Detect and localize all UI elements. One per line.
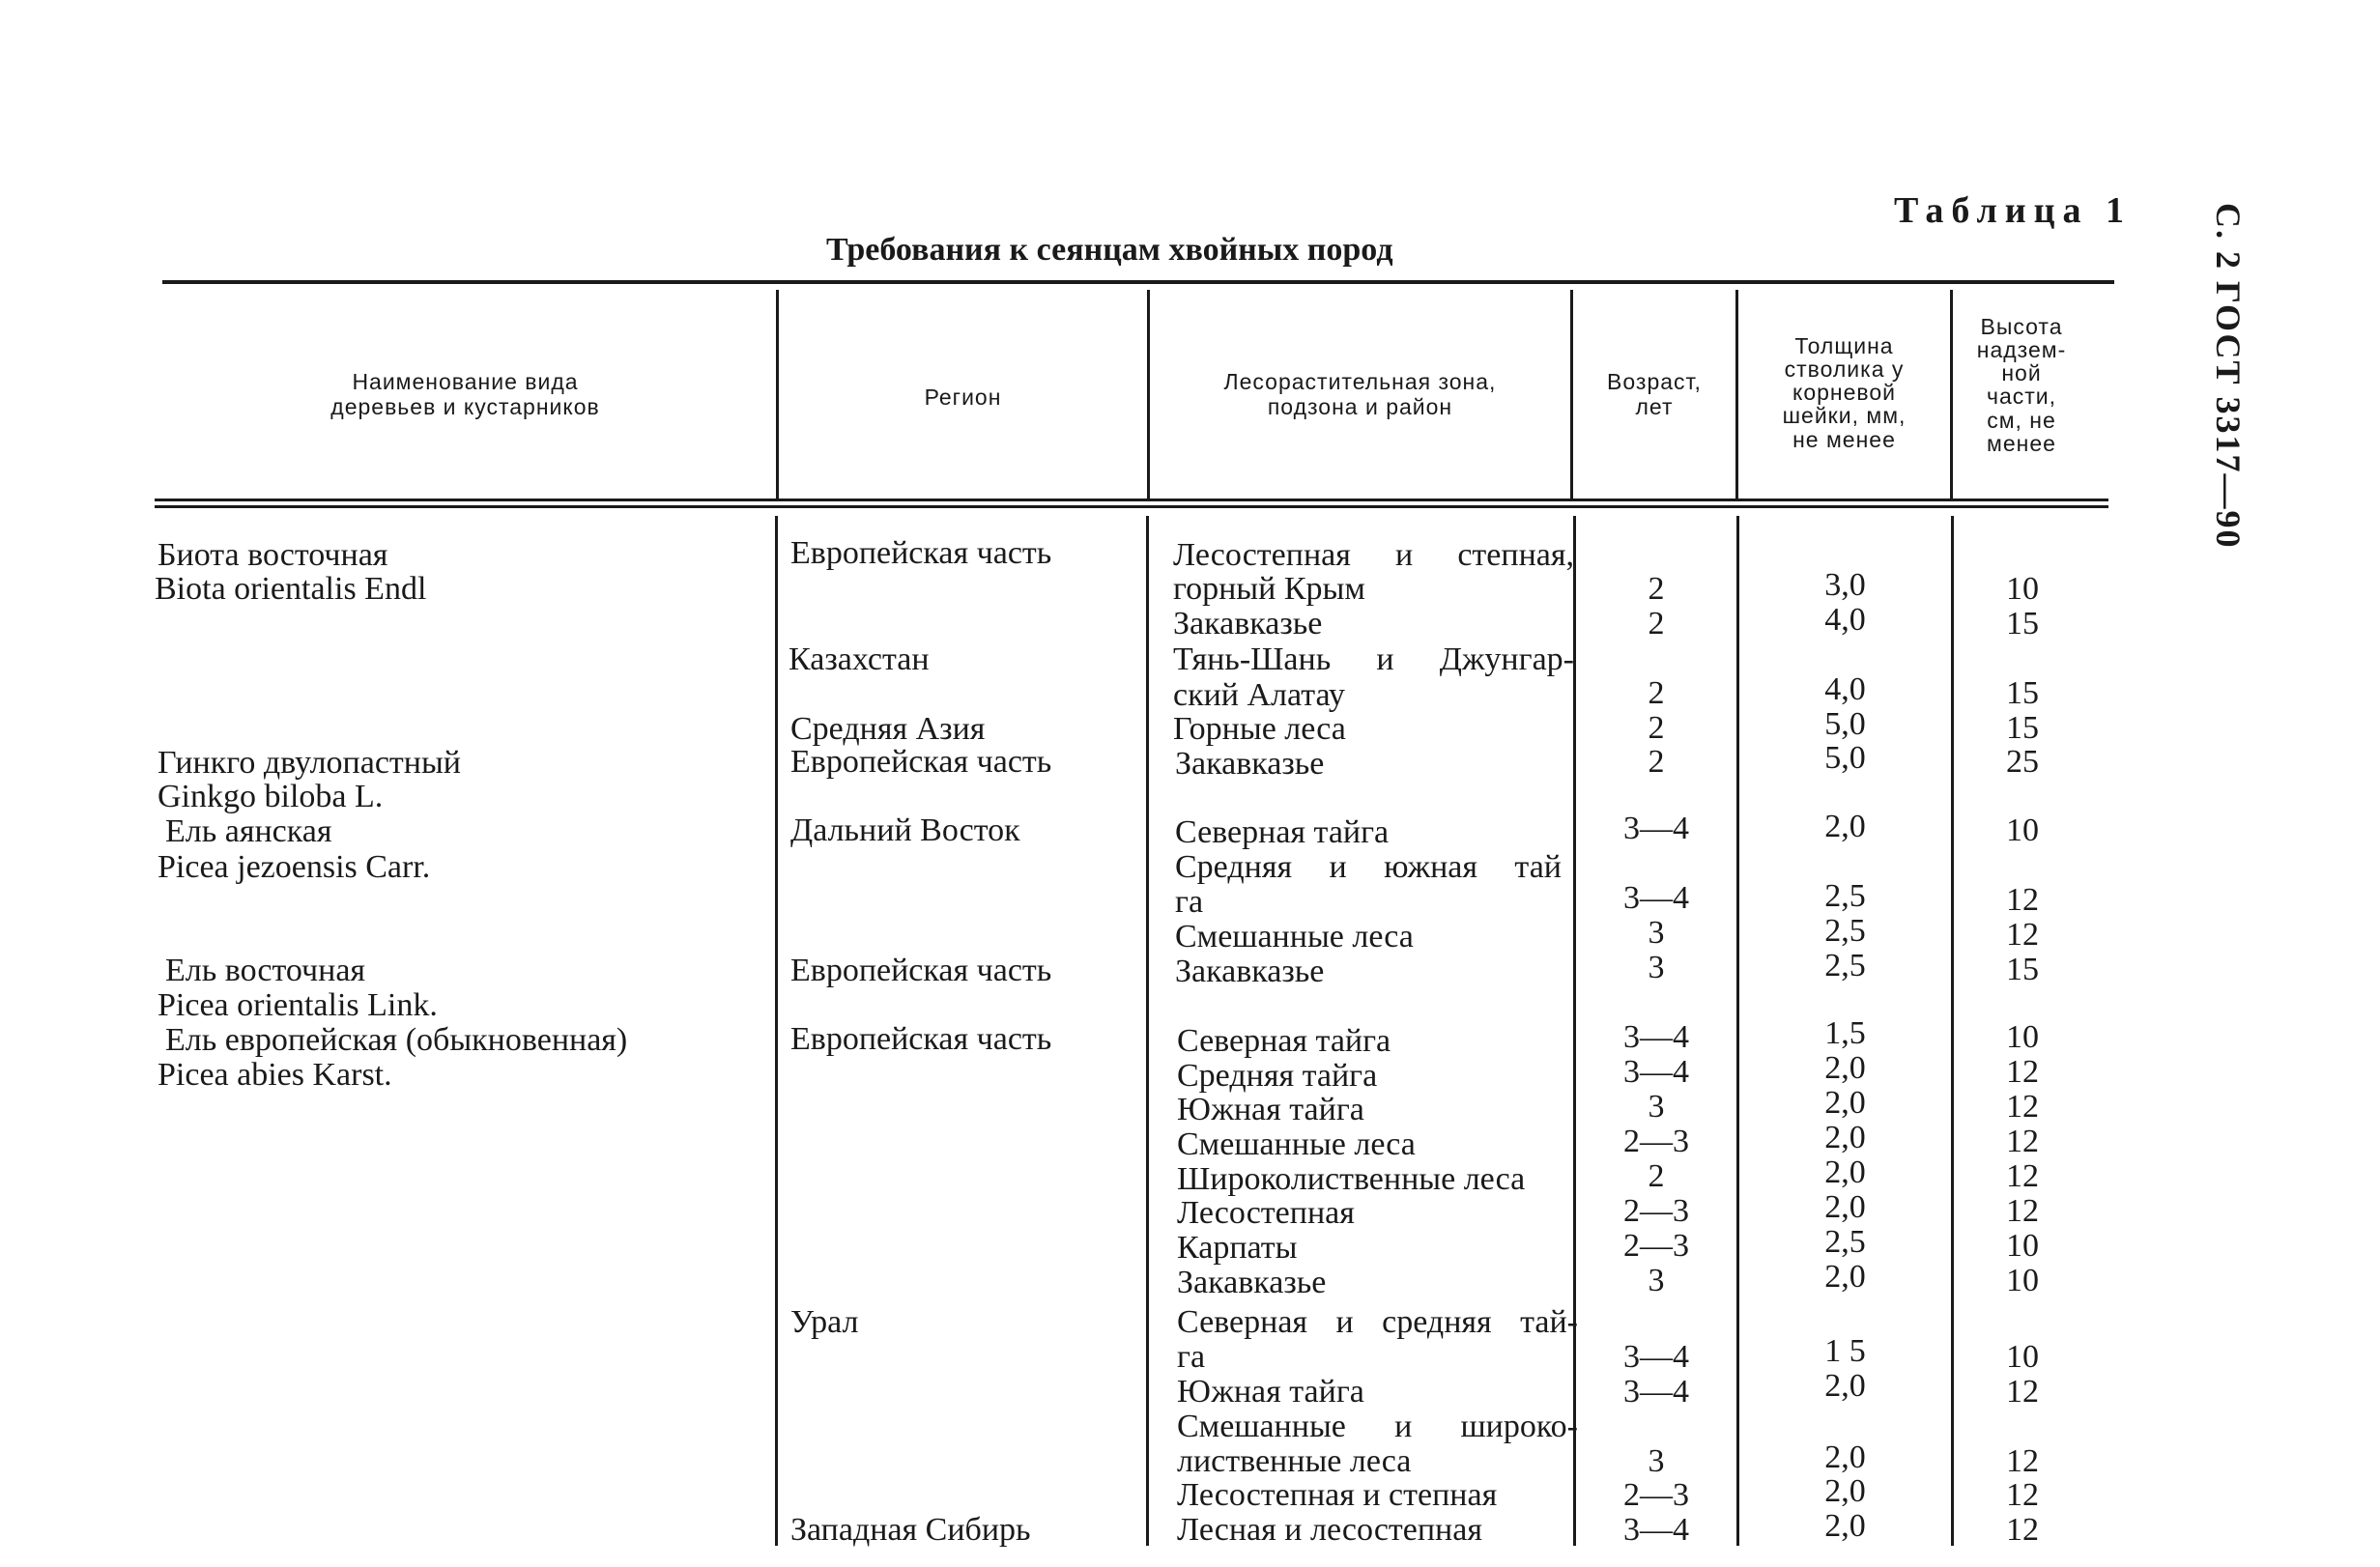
seedling-requirements-table [155,280,2116,1555]
region-name: Европейская часть [790,535,1052,571]
zone-line: Средняя и южная тай [1175,849,1562,885]
height-value: 10 [2006,812,2039,848]
column-header-height: Высота надзем- ной части, см, не менее [1976,314,2067,456]
thickness-value: 2,0 [1824,1439,1866,1475]
height-value: 12 [2006,1443,2039,1479]
height-value: 12 [2006,1512,2039,1548]
species-latin-name: Picea abies Karst. [158,1057,392,1093]
height-value: 12 [2006,1193,2039,1229]
zone-line: Смешанные леса [1177,1126,1416,1162]
zone-line: Северная и средняя тай- [1177,1304,1578,1340]
age-value: 2 [1648,1158,1665,1194]
age-value: 2—3 [1623,1477,1689,1513]
height-value: 15 [2006,606,2039,641]
zone-line: Лесная и лесостепная [1177,1512,1482,1548]
region-name: Европейская часть [790,1021,1052,1057]
zone-line: Смешанные леса [1175,919,1414,954]
species-latin-name: Picea jezoensis Carr. [158,849,431,885]
thickness-value: 2,0 [1824,1189,1866,1225]
species-name: Ель аянская [165,813,332,849]
age-value: 2—3 [1623,1193,1689,1229]
column-divider [1736,516,1739,1546]
age-value: 3—4 [1623,880,1689,916]
thickness-value: 2,0 [1824,1120,1866,1155]
column-header-species: Наименование вида деревьев и кустарников [330,369,600,420]
age-value: 2 [1648,606,1665,641]
species-name: Ель восточная [165,953,366,988]
zone-line: Смешанные и широко- [1177,1409,1578,1444]
column-header-age: Возраст, лет [1607,369,1702,420]
page-standard-label: С. 2 ГОСТ 3317—90 [2209,203,2248,550]
column-divider [775,516,778,1546]
height-value: 12 [2006,1124,2039,1159]
height-value: 10 [2006,1019,2039,1055]
thickness-value: 2,0 [1824,1085,1866,1121]
thickness-value: 2,0 [1824,1154,1866,1190]
region-name: Урал [790,1304,859,1340]
column-header-thickness: Толщина стволика у корневой шейки, мм, не менее [1782,333,1907,452]
height-value: 10 [2006,1263,2039,1298]
thickness-value: 5,0 [1824,706,1866,742]
thickness-value: 2,0 [1824,809,1866,844]
thickness-value: 4,0 [1824,671,1866,707]
zone-line: горный Крым [1173,571,1365,607]
zone-line: лиственные леса [1177,1443,1412,1479]
zone-line: Лесостепная [1177,1195,1355,1231]
age-value: 2—3 [1623,1124,1689,1159]
header-bottom-rule [155,499,2108,501]
zone-line: Широколиственные леса [1177,1161,1526,1197]
height-value: 12 [2006,1158,2039,1194]
zone-line: Средняя тайга [1177,1058,1378,1094]
species-name: Биота восточная [158,537,388,573]
zone-line: Северная тайга [1175,814,1390,850]
thickness-value: 2,5 [1824,878,1866,914]
height-value: 15 [2006,675,2039,711]
thickness-value: 2,5 [1824,913,1866,949]
height-value: 25 [2006,744,2039,780]
height-value: 12 [2006,1477,2039,1513]
region-name: Казахстан [789,641,930,677]
age-value: 2 [1648,675,1665,711]
zone-line: Горные леса [1173,711,1346,747]
region-name: Средняя Азия [790,711,986,747]
thickness-value: 2,5 [1824,948,1866,983]
region-name: Западная Сибирь [790,1512,1031,1548]
height-value: 10 [2006,1228,2039,1264]
species-name: Гинкго двулопастный [158,745,462,781]
zone-line: Южная тайга [1177,1092,1364,1127]
age-value: 3—4 [1623,811,1689,846]
species-latin-name: Picea orientalis Link. [158,987,438,1023]
age-value: 2—3 [1623,1228,1689,1264]
species-name: Ель европейская (обыкновенная) [165,1022,628,1058]
table-top-rule [162,280,2114,284]
zone-line: Закавказье [1175,954,1325,989]
age-value: 3—4 [1623,1512,1689,1548]
age-value: 3 [1648,950,1665,985]
table-title: Требования к сеянцам хвойных пород [826,232,1393,268]
zone-line: Закавказье [1173,606,1323,641]
age-value: 3 [1648,1089,1665,1125]
zone-line: га [1177,1339,1206,1375]
species-latin-name: Ginkgo biloba L. [158,779,384,814]
zone-line: га [1175,884,1204,920]
age-value: 2 [1648,571,1665,607]
thickness-value: 2,5 [1824,1224,1866,1260]
age-value: 3—4 [1623,1054,1689,1090]
height-value: 12 [2006,1089,2039,1125]
thickness-value: 1,5 [1824,1015,1866,1051]
height-value: 10 [2006,1339,2039,1375]
age-value: 3 [1648,1443,1665,1479]
height-value: 12 [2006,917,2039,953]
region-name: Дальний Восток [790,812,1020,848]
age-value: 2 [1648,744,1665,780]
age-value: 3 [1648,915,1665,951]
age-value: 3—4 [1623,1019,1689,1055]
zone-line: Закавказье [1175,746,1325,782]
zone-line: Северная тайга [1177,1023,1391,1059]
thickness-value: 4,0 [1824,602,1866,638]
thickness-value: 2,0 [1824,1368,1866,1404]
column-header-zone: Лесорастительная зона, подзона и район [1223,369,1497,420]
header-bottom-rule-double [155,505,2108,508]
zone-line: Карпаты [1177,1230,1298,1266]
age-value: 2 [1648,710,1665,746]
age-value: 3 [1648,1263,1665,1298]
table-number-label: Таблица 1 [1894,190,2133,231]
zone-line: Южная тайга [1177,1374,1364,1410]
age-value: 3—4 [1623,1339,1689,1375]
zone-line: Лесостепная и степная, [1173,537,1574,573]
thickness-value: 2,0 [1824,1473,1866,1509]
zone-line: ский Алатау [1173,677,1345,713]
thickness-value: 3,0 [1824,567,1866,603]
thickness-value: 5,0 [1824,740,1866,776]
age-value: 3—4 [1623,1374,1689,1410]
column-divider [1951,516,1954,1546]
zone-line: Тянь-Шань и Джунгар- [1173,641,1574,677]
column-divider [1146,516,1149,1546]
height-value: 12 [2006,1054,2039,1090]
zone-line: Закавказье [1177,1265,1327,1300]
region-name: Европейская часть [790,953,1052,988]
thickness-value: 2,0 [1824,1259,1866,1295]
height-value: 15 [2006,710,2039,746]
height-value: 10 [2006,571,2039,607]
species-latin-name: Biota orientalis Endl [155,571,427,607]
height-value: 12 [2006,1374,2039,1410]
thickness-value: 1 5 [1824,1333,1866,1369]
height-value: 15 [2006,952,2039,987]
region-name: Европейская часть [790,744,1052,780]
column-header-region: Регион [924,385,1002,410]
thickness-value: 2,0 [1824,1508,1866,1544]
thickness-value: 2,0 [1824,1050,1866,1086]
height-value: 12 [2006,882,2039,918]
zone-line: Лесостепная и степная [1177,1477,1498,1513]
